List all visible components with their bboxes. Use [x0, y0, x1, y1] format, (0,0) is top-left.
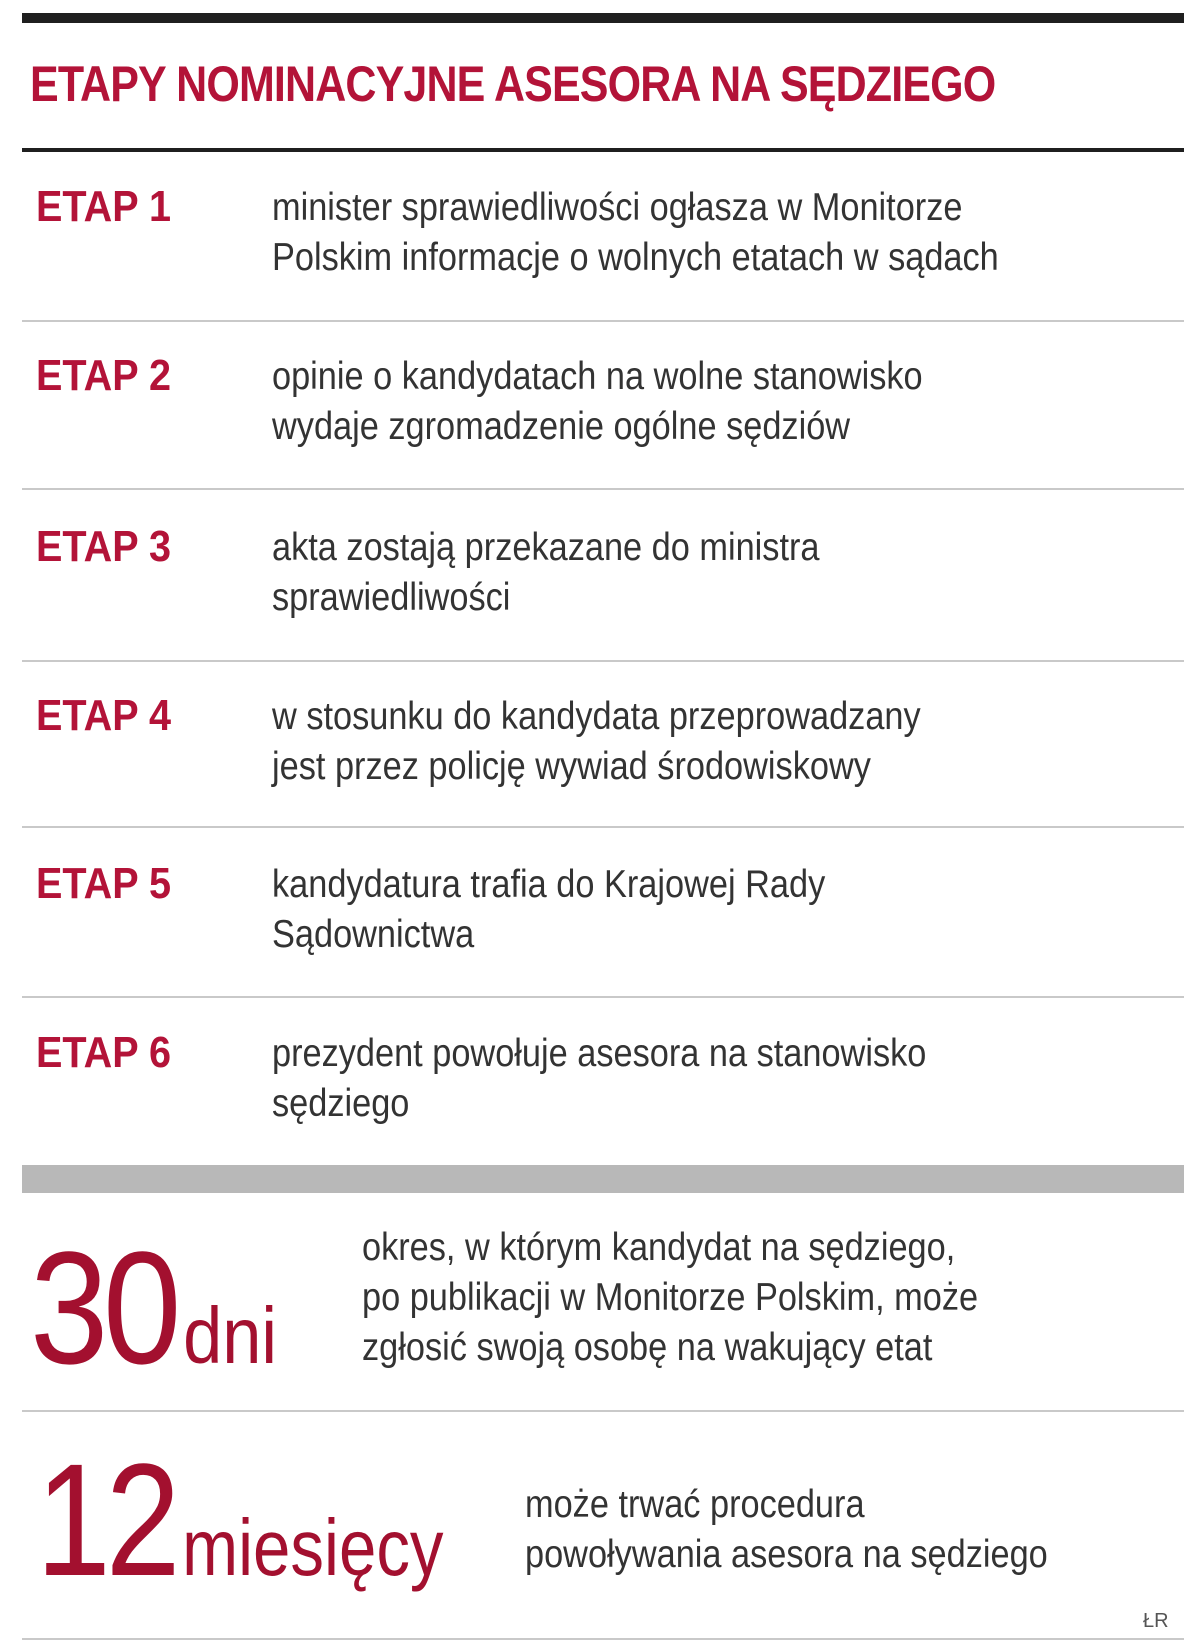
- stage-description: [272, 523, 1117, 623]
- row-divider: [22, 826, 1184, 828]
- author-credit: ŁR: [1143, 1610, 1169, 1632]
- row-divider: [22, 996, 1184, 998]
- top-rule: [22, 13, 1184, 23]
- stage-text-line: w stosunku do kandydata przeprowadzany: [272, 695, 921, 738]
- stage-text-line: minister sprawiedliwości ogłasza w Monitorze: [272, 186, 963, 229]
- stat-figure: [30, 1218, 278, 1397]
- stage-description: [272, 1029, 1117, 1129]
- stat-description: [362, 1223, 978, 1373]
- stat-description: [525, 1480, 1048, 1580]
- stage-label: ETAP 5: [36, 859, 171, 908]
- stage-label: ETAP 4: [36, 691, 171, 740]
- stage-description: [272, 692, 1117, 792]
- stat-unit: miesięcy: [182, 1503, 444, 1592]
- stat-text-line: powoływania asesora na sędziego: [525, 1533, 1048, 1576]
- row-divider: [22, 660, 1184, 662]
- stat-number: 12: [36, 1430, 176, 1609]
- stage-description: [272, 860, 1117, 960]
- stage-text-line: prezydent powołuje asesora na stanowisko: [272, 1032, 927, 1075]
- title-rule: [22, 148, 1184, 152]
- stage-text-line: sędziego: [272, 1082, 410, 1125]
- stage-text-line: sprawiedliwości: [272, 576, 511, 619]
- bottom-rule: [22, 1638, 1184, 1640]
- stat-figure: [36, 1430, 444, 1609]
- row-divider: [22, 488, 1184, 490]
- stat-text-line: po publikacji w Monitorze Polskim, może: [362, 1276, 979, 1319]
- stat-text-line: okres, w którym kandydat na sędziego,: [362, 1226, 956, 1269]
- stage-label: ETAP 1: [36, 182, 171, 231]
- stat-number: 30: [30, 1218, 177, 1397]
- stage-text-line: Sądownictwa: [272, 913, 475, 956]
- row-divider: [22, 320, 1184, 322]
- stage-text-line: kandydatura trafia do Krajowej Rady: [272, 863, 826, 906]
- stage-label: ETAP 3: [36, 522, 171, 571]
- stage-text-line: akta zostają przekazane do ministra: [272, 526, 820, 569]
- stage-label: ETAP 2: [36, 351, 171, 400]
- stat-text-line: zgłosić swoją osobę na wakujący etat: [362, 1326, 933, 1369]
- section-divider-bar: [22, 1165, 1184, 1193]
- row-divider: [22, 1410, 1184, 1412]
- stage-text-line: opinie o kandydatach na wolne stanowisko: [272, 355, 923, 398]
- stage-text-line: jest przez policję wywiad środowiskowy: [272, 745, 871, 788]
- infographic-title: ETAPY NOMINACYJNE ASESORA NA SĘDZIEGO: [30, 56, 996, 112]
- stage-text-line: wydaje zgromadzenie ogólne sędziów: [272, 405, 851, 448]
- stat-text-line: może trwać procedura: [525, 1483, 865, 1526]
- stage-description: [272, 352, 1117, 452]
- stage-text-line: Polskim informacje o wolnych etatach w sądach: [272, 236, 999, 279]
- stat-unit: dni: [183, 1291, 278, 1380]
- stage-description: [272, 183, 1117, 283]
- stage-label: ETAP 6: [36, 1028, 171, 1077]
